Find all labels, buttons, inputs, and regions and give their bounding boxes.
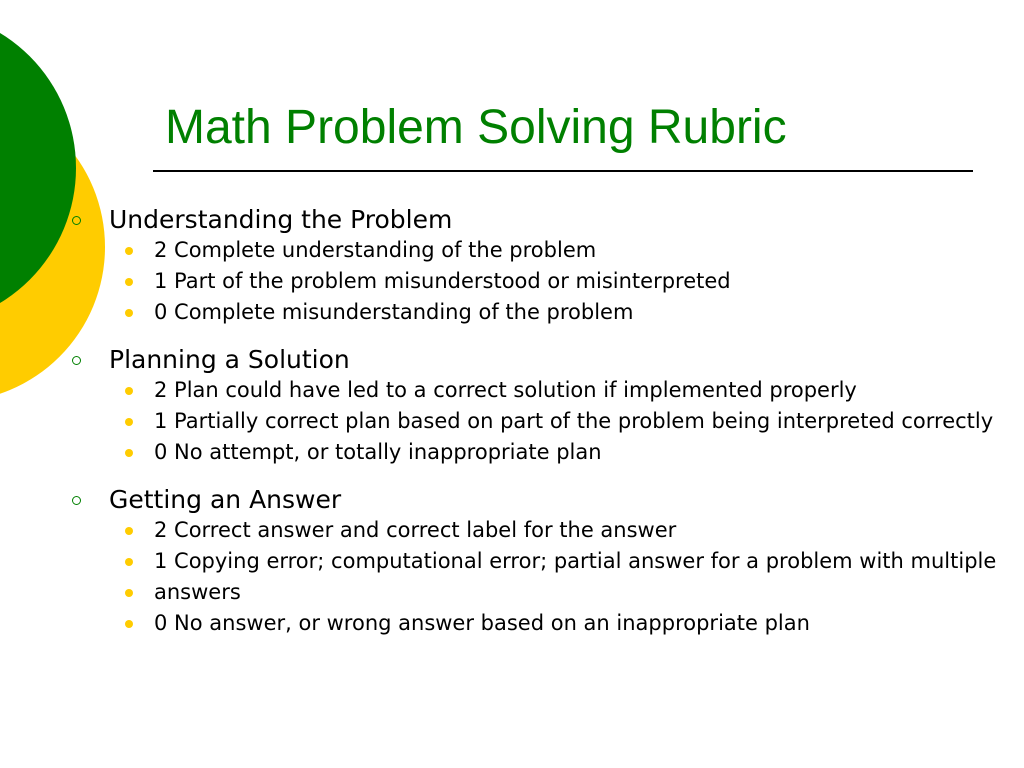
rubric-item <box>70 610 1024 636</box>
rubric-content <box>70 203 1024 654</box>
rubric-item <box>70 579 1024 605</box>
rubric-item <box>70 548 1024 574</box>
rubric-item <box>70 299 1024 325</box>
slide-title: Math Problem Solving Rubric <box>165 101 787 154</box>
section-heading-row <box>70 343 1024 377</box>
dot-bullet-icon <box>125 278 133 286</box>
hollow-circle-bullet-icon <box>72 496 81 505</box>
rubric-item-text: 1 Partially correct plan based on part of the problem being interpreted correctly <box>154 409 994 433</box>
rubric-item-text: 0 No attempt, or totally inappropriate plan <box>154 440 602 464</box>
rubric-item-text: 2 Correct answer and correct label for the answer <box>154 518 677 542</box>
rubric-item-text: 1 Copying error; computational error; partial answer for a problem with multiple <box>154 549 997 573</box>
rubric-section-planning <box>70 343 1024 465</box>
rubric-section-understanding <box>70 203 1024 325</box>
rubric-item-text: 2 Plan could have led to a correct solution if implemented properly <box>154 378 857 402</box>
title-divider <box>153 170 973 172</box>
dot-bullet-icon <box>125 589 133 597</box>
rubric-item-text: 1 Part of the problem misunderstood or misinterpreted <box>154 269 731 293</box>
dot-bullet-icon <box>125 309 133 317</box>
rubric-item-text: answers <box>154 580 241 604</box>
section-heading: Getting an Answer <box>109 485 342 514</box>
rubric-section-answer <box>70 483 1024 636</box>
section-heading-row <box>70 203 1024 237</box>
section-heading: Planning a Solution <box>109 345 350 374</box>
dot-bullet-icon <box>125 620 133 628</box>
section-heading: Understanding the Problem <box>109 205 453 234</box>
dot-bullet-icon <box>125 418 133 426</box>
rubric-item <box>70 439 1024 465</box>
rubric-item-text: 0 No answer, or wrong answer based on an inappropriate plan <box>154 611 810 635</box>
rubric-item <box>70 377 1024 403</box>
rubric-item-text: 2 Complete understanding of the problem <box>154 238 597 262</box>
dot-bullet-icon <box>125 387 133 395</box>
dot-bullet-icon <box>125 449 133 457</box>
rubric-item <box>70 268 1024 294</box>
dot-bullet-icon <box>125 527 133 535</box>
hollow-circle-bullet-icon <box>72 356 81 365</box>
dot-bullet-icon <box>125 558 133 566</box>
rubric-item-text: 0 Complete misunderstanding of the problem <box>154 300 634 324</box>
rubric-item <box>70 237 1024 263</box>
section-heading-row <box>70 483 1024 517</box>
rubric-item <box>70 517 1024 543</box>
hollow-circle-bullet-icon <box>72 216 81 225</box>
dot-bullet-icon <box>125 247 133 255</box>
rubric-item <box>70 408 1024 434</box>
